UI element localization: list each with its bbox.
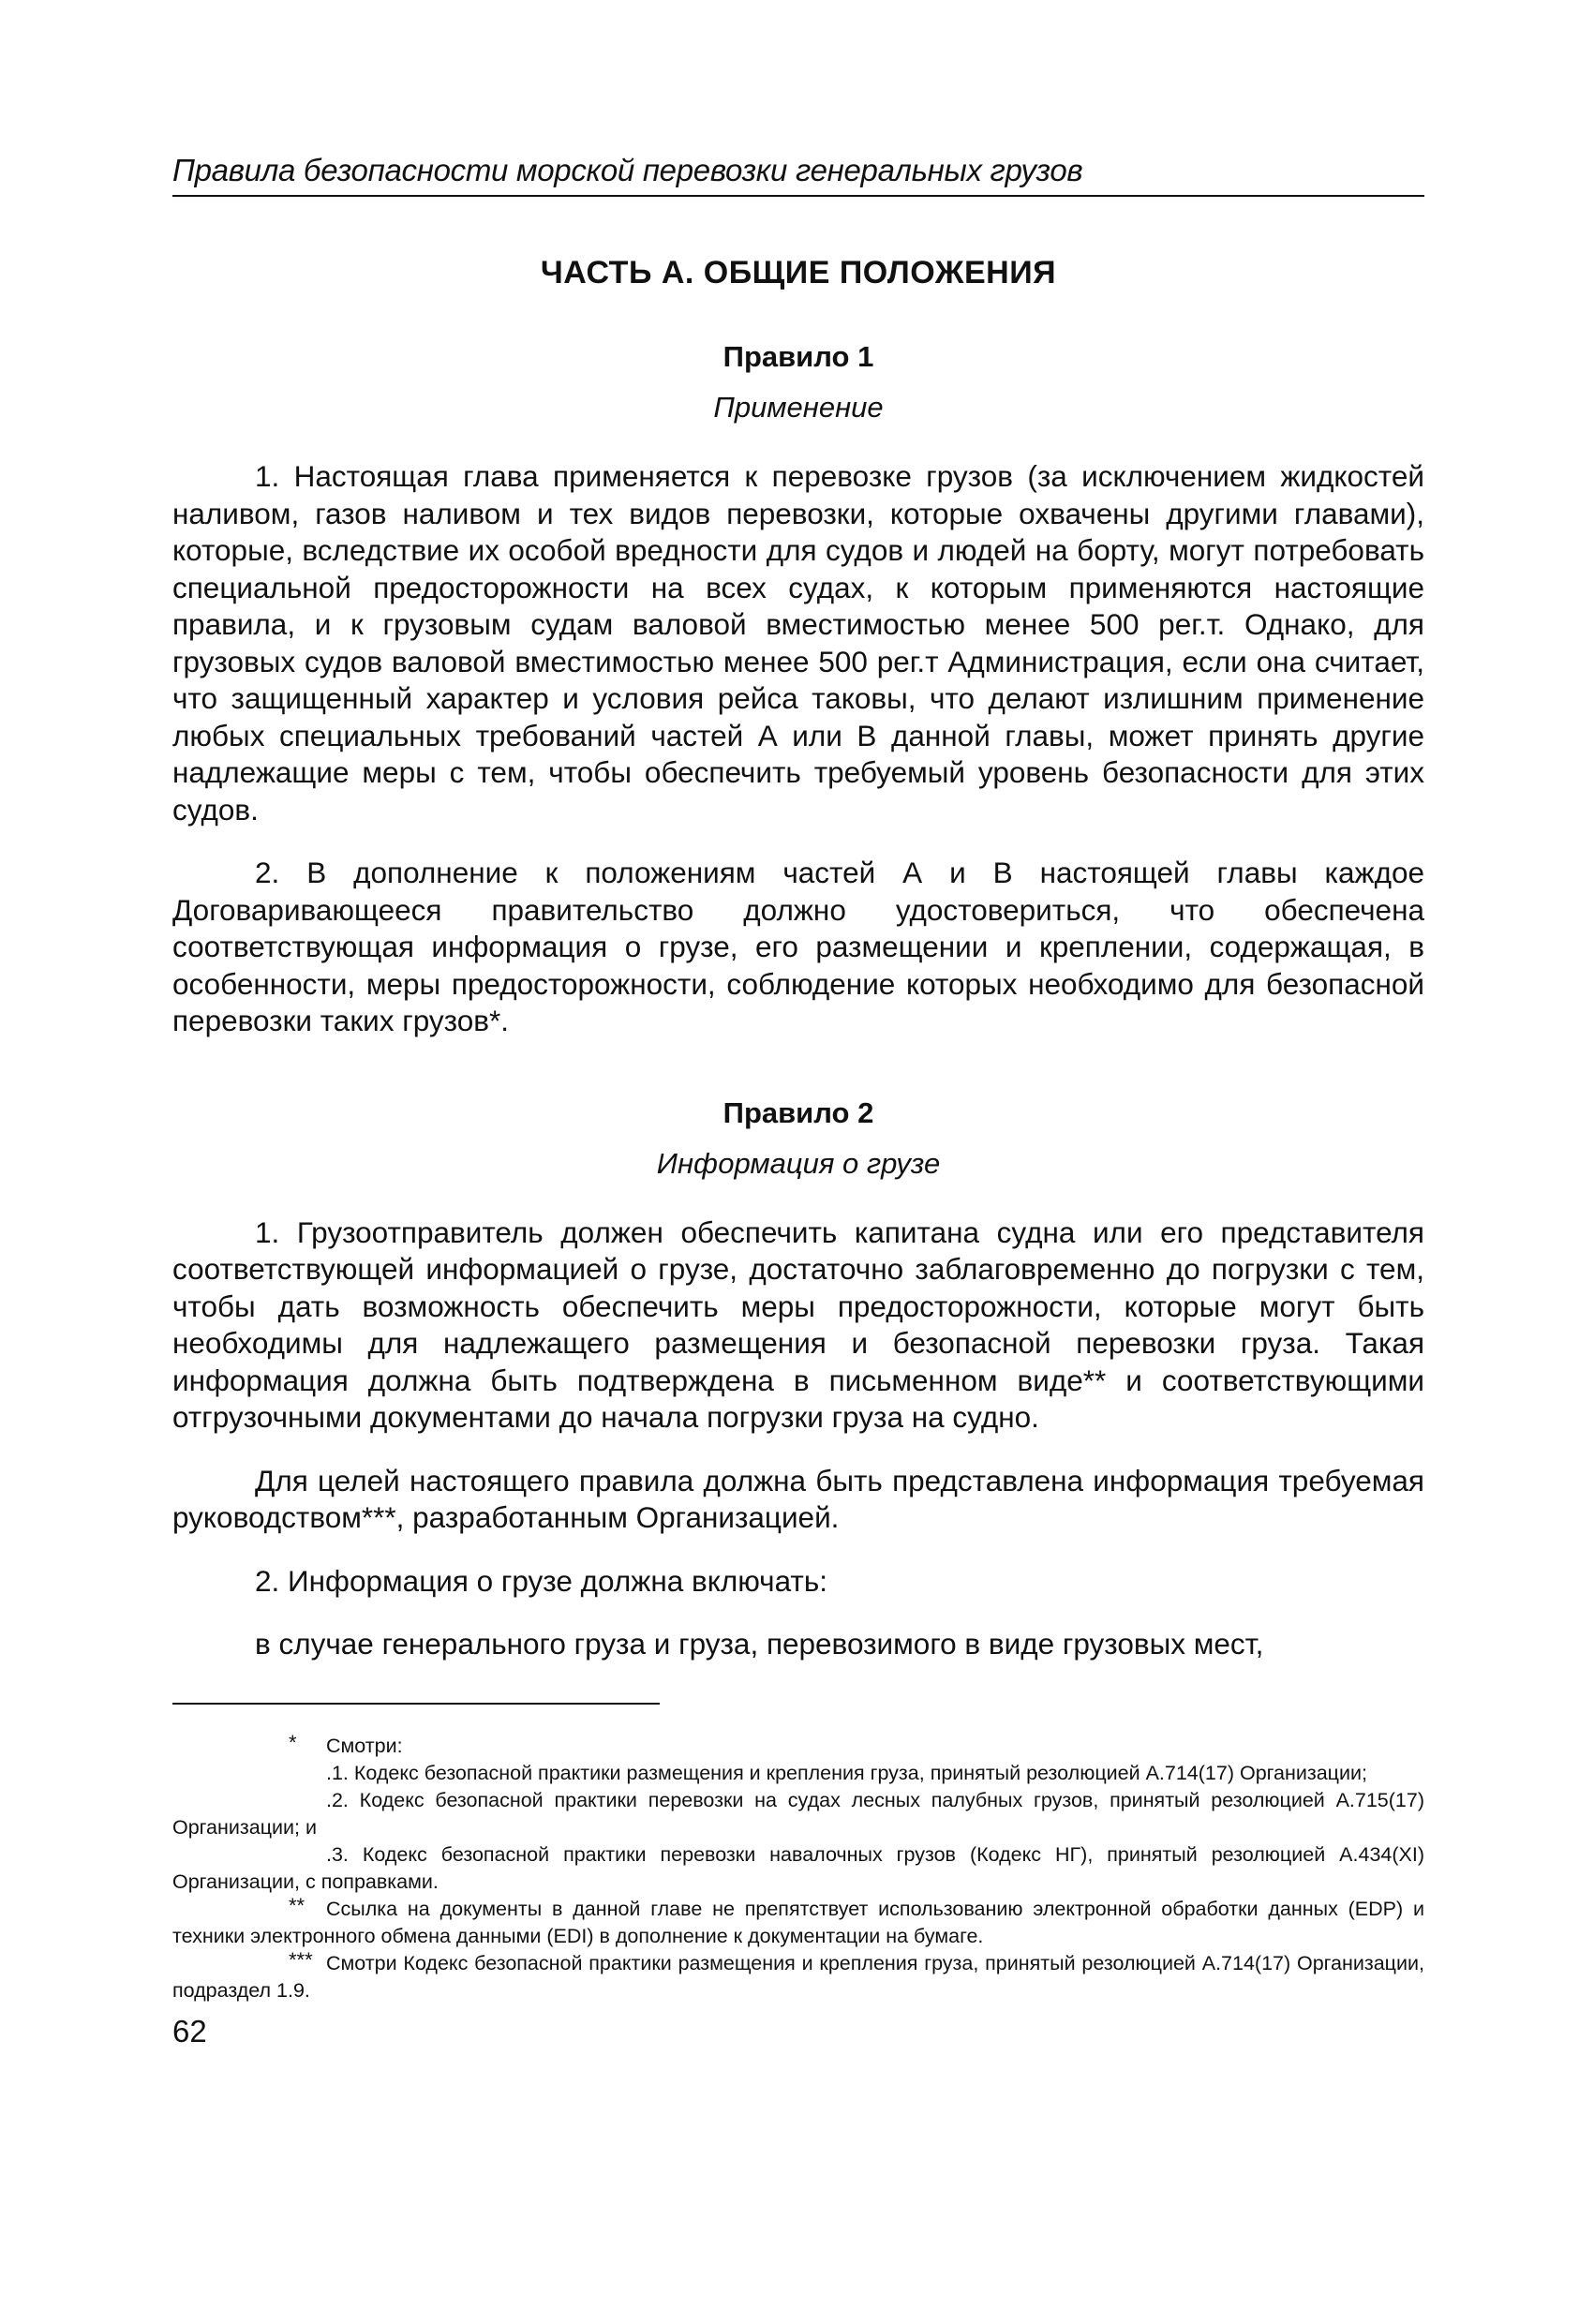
footnotes <box>172 1730 1424 2004</box>
page-number: 62 <box>172 2013 207 2048</box>
rule-2-paragraph-1: 1. Грузоотправитель должен обеспечить капитана судна или его представителя соответствующей информацией о грузе, достаточно заблаговременно до погрузки с тем, чтобы дать возможность обеспечить меры предосторожности, которые могут быть необходимы для надлежащего размещения и безопасной перевозки груза. Такая информация должна быть подтверждена в письменном виде** и соответствующими отгрузочными документами до начала погрузки груза на судно. <box>172 1214 1424 1434</box>
rule-2-title: Правило 2 <box>723 1095 874 1129</box>
rule-1-paragraph-2: 2. В дополнение к положениям частей А и В настоящей главы каждое Договаривающееся правительство должно удостовериться, что обеспечена соответствующая информация о грузе, его размещении и креплении, содержащая, в особенности, меры предосторожности, соблюдение которых необходимо для безопасной перевозки таких грузов*. <box>172 856 1424 1037</box>
rule-1-subtitle: Применение <box>713 391 884 424</box>
rule-2-paragraph-4: в случае генерального груза и груза, перевозимого в виде грузовых мест, <box>255 1627 1264 1661</box>
rule-2-subtitle: Информация о грузе <box>656 1146 941 1180</box>
document-page <box>172 150 1424 2049</box>
footnote-2 <box>172 1893 1424 1950</box>
footnote-mark: * <box>289 1730 297 1754</box>
footnote-1-item-3 <box>172 1841 1424 1896</box>
rule-1-title: Правило 1 <box>723 340 874 373</box>
footnote-text: Ссылка на документы в данной главе не препятствует использованию электронной обработки данных (EDP) и техники электронного обмена данными (EDI) в дополнение к документации на бумаге. <box>172 1897 1424 1947</box>
footnote-text: .2. Кодекс безопасной практики перевозки на судах лесных палубных грузов, принятый резолюцией А.715(17) Организации; и <box>172 1788 1424 1839</box>
footnote-mark: *** <box>289 1947 313 1972</box>
footnote-1 <box>172 1730 1424 1760</box>
footnote-text: .1. Кодекс безопасной практики размещения и крепления груза, принятый резолюцией А.714(17) Организации; <box>326 1761 1367 1784</box>
rule-1-paragraph-1: 1. Настоящая глава применяется к перевозке грузов (за исключением жидкостей наливом, газов наливом и тех видов перевозки, которые охвачены другими главами), которые, вследствие их особой вредности для судов и людей на борту, могут потребовать специальной предосторожности на всех судах, к которым применяются настоящие правила, и к грузовым судам валовой вместимостью менее 500 рег.т. Однако, для грузовых судов валовой вместимостью менее 500 рег.т Администрация, если она считает, что защищенный характер и условия рейса таковы, что делают излишним применение любых специальных требований частей А или В данной главы, может принять другие надлежащие меры с тем, чтобы обеспечить требуемый уровень безопасности для этих судов. <box>172 459 1424 827</box>
footnote-text: Смотри Кодекс безопасной практики размещения и крепления груза, принятый резолюцией А.714(17) Организации, подраздел 1.9. <box>172 1951 1424 2002</box>
footnote-mark: ** <box>289 1893 305 1917</box>
rule-2-paragraph-2: Для целей настоящего правила должна быть представлена информация требуемая руководством***, разработанным Организацией. <box>172 1463 1424 1534</box>
footnote-divider <box>172 1703 660 1705</box>
footnote-3 <box>172 1947 1424 2004</box>
footnote-text: Смотри: <box>326 1734 403 1757</box>
footnote-1-item-1 <box>172 1760 1424 1787</box>
footnote-text: .3. Кодекс безопасной практики перевозки навалочных грузов (Кодекс НГ), принятый резолюцией А.434(XI) Организации, с поправками. <box>172 1842 1424 1893</box>
rule-2-paragraph-3: 2. Информация о грузе должна включать: <box>255 1563 828 1598</box>
running-header: Правила безопасности морской перевозки генеральных грузов <box>172 150 1424 197</box>
footnote-1-item-2 <box>172 1787 1424 1841</box>
part-title: ЧАСТЬ А. ОБЩИЕ ПОЛОЖЕНИЯ <box>540 255 1057 290</box>
